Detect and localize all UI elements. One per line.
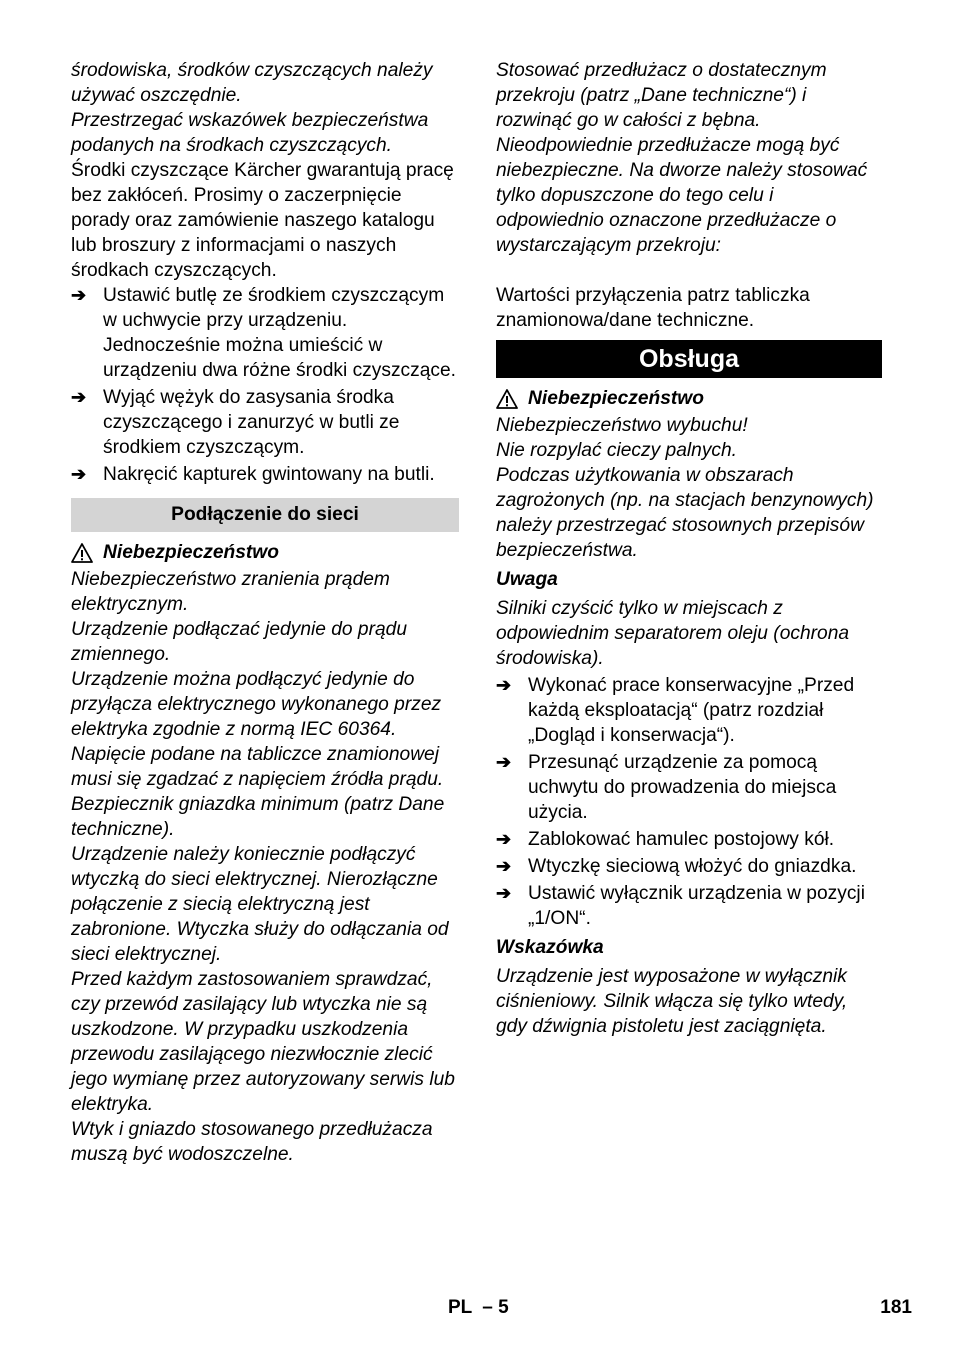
right-column: [496, 58, 882, 1039]
hint-heading: Wskazówka: [496, 937, 604, 958]
paragraph: środowiska, środków czyszczących należy używać oszczędnie.: [71, 60, 433, 106]
list-item: ➔ Wtyczkę sieciową włożyć do gniazdka.: [496, 856, 857, 877]
warning-heading: Niebezpieczeństwo: [496, 386, 882, 411]
paragraph: Silniki czyścić tylko w miejscach z odpowiednim separatorem oleju (ochrona środowiska).: [496, 598, 850, 669]
paragraph: Podczas użytkowania w obszarach zagrożonych (np. na stacjach benzynowych) należy przestrzegać stosownych przepisów bezpieczeństwa.: [496, 465, 874, 561]
paragraph: Wtyk i gniazdo stosowanego przedłużacza muszą być wodoszczelne.: [71, 1119, 433, 1165]
page-number: 181: [880, 1297, 912, 1318]
paragraph: Przestrzegać wskazówek bezpieczeństwa podanych na środkach czyszczących.: [71, 110, 429, 156]
arrow-right-icon: ➔: [496, 883, 512, 903]
arrow-right-icon: ➔: [71, 285, 87, 305]
arrow-right-icon: ➔: [496, 675, 512, 695]
arrow-right-icon: ➔: [71, 387, 87, 407]
section-heading: Podłączenie do sieci: [71, 498, 459, 532]
warning-heading: Niebezpieczeństwo: [71, 540, 459, 565]
list-item: ➔ Ustawić wyłącznik urządzenia w pozycji „1/ON“.: [496, 883, 865, 929]
warning-triangle-icon: [496, 389, 518, 409]
paragraph: Napięcie podane na tabliczce znamionowej musi się zgadzać z napięciem źródła prądu.: [71, 744, 444, 790]
paragraph: Wartości przyłączenia patrz tabliczka znamionowa/dane techniczne.: [496, 285, 810, 331]
arrow-right-icon: ➔: [496, 752, 512, 772]
paragraph: Urządzenie można podłączyć jedynie do przyłącza elektrycznego wykonanego przez elektryka zgodnie z normą IEC 60364.: [71, 669, 442, 740]
paragraph: Urządzenie jest wyposażone w wyłącznik ciśnieniowy. Silnik włącza się tylko wtedy, gdy dźwignia pistoletu jest zaciągnięta.: [496, 966, 848, 1037]
list-item: ➔ Ustawić butlę ze środkiem czyszczącym w uchwycie przy urządzeniu. Jednocześnie można umieścić w urządzeniu dwa różne środki czyszczące.: [71, 285, 456, 381]
section-page: – 5: [482, 1297, 509, 1318]
paragraph: Nieodpowiednie przedłużacze mogą być niebezpieczne. Na dworze należy stosować tylko dopuszczone do tego celu i odpowiednio oznaczone przedłużacze o wystarczającym przekroju:: [496, 135, 868, 256]
list-item: ➔ Wyjąć wężyk do zasysania środka czyszczącego i zanurzyć w butli ze środkiem czyszczącym.: [71, 387, 400, 458]
paragraph: Bezpiecznik gniazdka minimum (patrz Dane techniczne).: [71, 794, 445, 840]
paragraph: Urządzenie podłączać jedynie do prądu zmiennego.: [71, 619, 407, 665]
paragraph: Przed każdym zastosowaniem sprawdzać, czy przewód zasilający lub wtyczka nie są uszkodzone. W przypadku uszkodzenia przewodu zasilającego niezwłocznie zlecić jego wymianę przez autoryzowany serwis lub elektryka.: [71, 969, 455, 1115]
paragraph: Środki czyszczące Kärcher gwarantują pracę bez zakłóceń. Prosimy o zaczerpnięcie porady oraz zamówienie naszego katalogu lub broszury z informacjami o naszych środkach czyszczących.: [71, 160, 454, 281]
footer-section-label: [448, 1295, 509, 1320]
paragraph: Niebezpieczeństwo wybuchu!: [496, 415, 748, 436]
paragraph: Stosować przedłużacz o dostatecznym przekroju (patrz „Dane techniczne“) i rozwinąć go w całości z bębna.: [496, 60, 827, 131]
arrow-right-icon: ➔: [496, 829, 512, 849]
list-item: ➔ Wykonać prace konserwacyjne „Przed każdą eksploatacją“ (patrz rozdział „Dogląd i konserwacja“).: [496, 675, 855, 746]
list-item: ➔ Zablokować hamulec postojowy kół.: [496, 829, 835, 850]
section-heading: Obsługa: [496, 340, 882, 378]
arrow-right-icon: ➔: [496, 856, 512, 876]
warning-triangle-icon: [71, 543, 93, 563]
paragraph: Niebezpieczeństwo zranienia prądem elektrycznym.: [71, 569, 390, 615]
list-item: ➔ Przesunąć urządzenie za pomocą uchwytu do prowadzenia do miejsca użycia.: [496, 752, 837, 823]
language-code: PL: [448, 1297, 473, 1318]
note-heading: Uwaga: [496, 569, 558, 590]
paragraph: Nie rozpylać cieczy palnych.: [496, 440, 738, 461]
paragraph: Urządzenie należy koniecznie podłączyć wtyczką do sieci elektrycznej. Nierozłączne połączenie z siecią elektryczną jest zabronione. Wtyczka służy do odłączania od sieci elektrycznej.: [71, 844, 449, 965]
arrow-right-icon: ➔: [71, 464, 87, 484]
left-column: [71, 58, 459, 1167]
list-item: ➔ Nakręcić kapturek gwintowany na butli.: [71, 464, 435, 485]
